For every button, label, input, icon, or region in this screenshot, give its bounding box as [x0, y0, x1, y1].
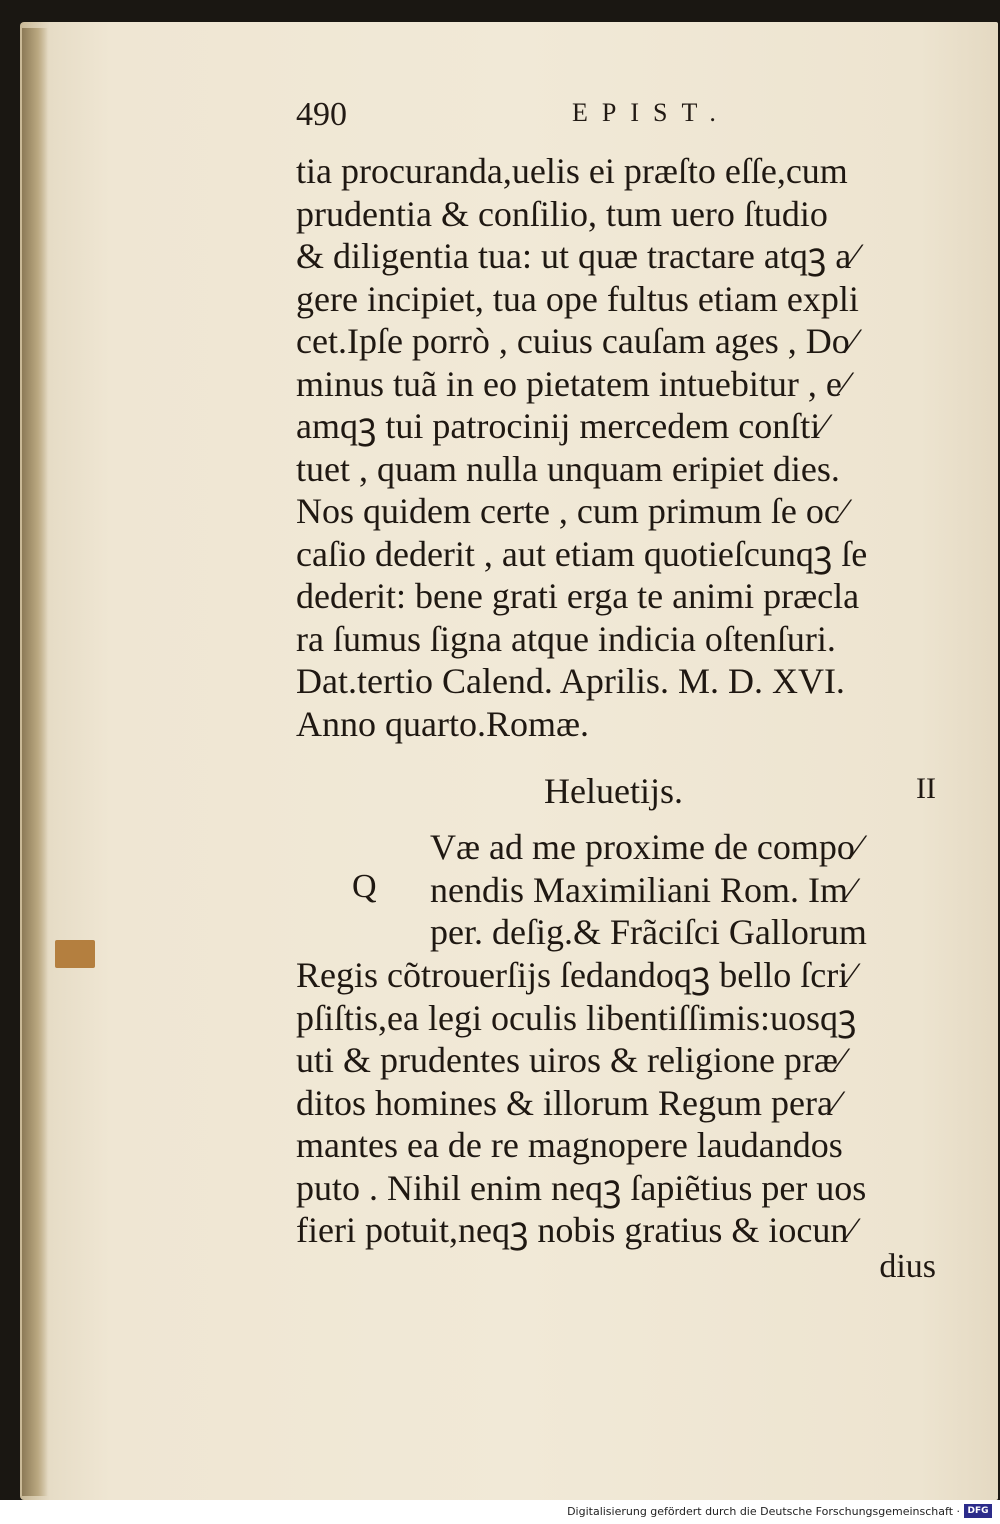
digitization-footer	[0, 1500, 1000, 1524]
text-line: cet.Ipſe porrò , cuius cauſam ages , Do⁄	[296, 321, 856, 361]
text-line: dederit: bene grati erga te animi præcla	[296, 576, 860, 616]
drop-cap-guide-letter: Q	[352, 868, 377, 905]
dfg-logo: DFG	[964, 1504, 992, 1518]
text-line: Regis cõtrouerſijs ſedandoqꝫ bello ſcri⁄	[296, 955, 855, 995]
text-line: amqꝫ tui patrocinij mercedem conſti⁄	[296, 406, 827, 446]
text-line: pſiſtis,ea legi oculis libentiſſimis:uosqꝫ	[296, 997, 857, 1038]
text-line: tuet , quam nulla unquam eripiet dies.	[296, 448, 840, 489]
letter-body	[296, 954, 936, 1252]
text-line: Dat.tertio Calend. Aprilis. M. D. XVI.	[296, 661, 845, 701]
page-number: 490	[296, 96, 347, 133]
text-line: ditos homines & illorum Regum pera⁄	[296, 1082, 839, 1123]
letter-title: Heluetijs.	[544, 771, 683, 811]
letter-heading	[296, 770, 936, 814]
text-line: mantes ea de re magnopere laudandos	[296, 1125, 843, 1165]
letter-number: II	[916, 772, 936, 805]
text-line: Væ ad me proxime de compo⁄	[430, 827, 861, 867]
text-line: caſio dederit , aut etiam quotieſcunqꝫ ſe	[296, 533, 868, 574]
text-line: minus tuã in eo pietatem intuebitur , e⁄	[296, 363, 848, 404]
letter-opening-indented	[430, 826, 936, 954]
bookmark-tab	[55, 940, 95, 968]
text-line: fieri potuit,neqꝫ nobis gratius & iocun⁄	[296, 1210, 855, 1250]
text-line: prudentia & conſilio, tum uero ſtudio	[296, 193, 828, 234]
page-gutter	[22, 28, 48, 1496]
text-line: Nos quidem certe , cum primum ſe oc⁄	[296, 491, 846, 531]
text-line: puto . Nihil enim neqꝫ ſapiẽtius per uos	[296, 1167, 867, 1208]
running-head: EPIST.	[572, 98, 730, 127]
text-line: & diligentia tua: ut quæ tractare atqꝫ a⁄	[296, 236, 858, 276]
page-header	[296, 96, 936, 142]
text-line: uti & prudentes uiros & religione præ⁄	[296, 1040, 844, 1080]
catchword: dius	[879, 1248, 936, 1285]
funding-credit: Digitalisierung gefördert durch die Deutsche Forschungsgemeinschaft ·	[567, 1505, 960, 1518]
text-line: Anno quarto.Romæ.	[296, 703, 589, 744]
text-line: nendis Maximiliani Rom. Im⁄	[430, 869, 854, 910]
text-line: per. deſig.& Frãciſci Gallorum	[430, 912, 867, 952]
text-line: tia procuranda,uelis ei præſto eſſe,cum	[296, 151, 848, 191]
text-line: gere incipiet, tua ope fultus etiam expli	[296, 278, 859, 319]
text-line: ra ſumus ſigna atque indicia oſtenſuri.	[296, 618, 836, 659]
previous-letter-ending	[296, 150, 936, 745]
